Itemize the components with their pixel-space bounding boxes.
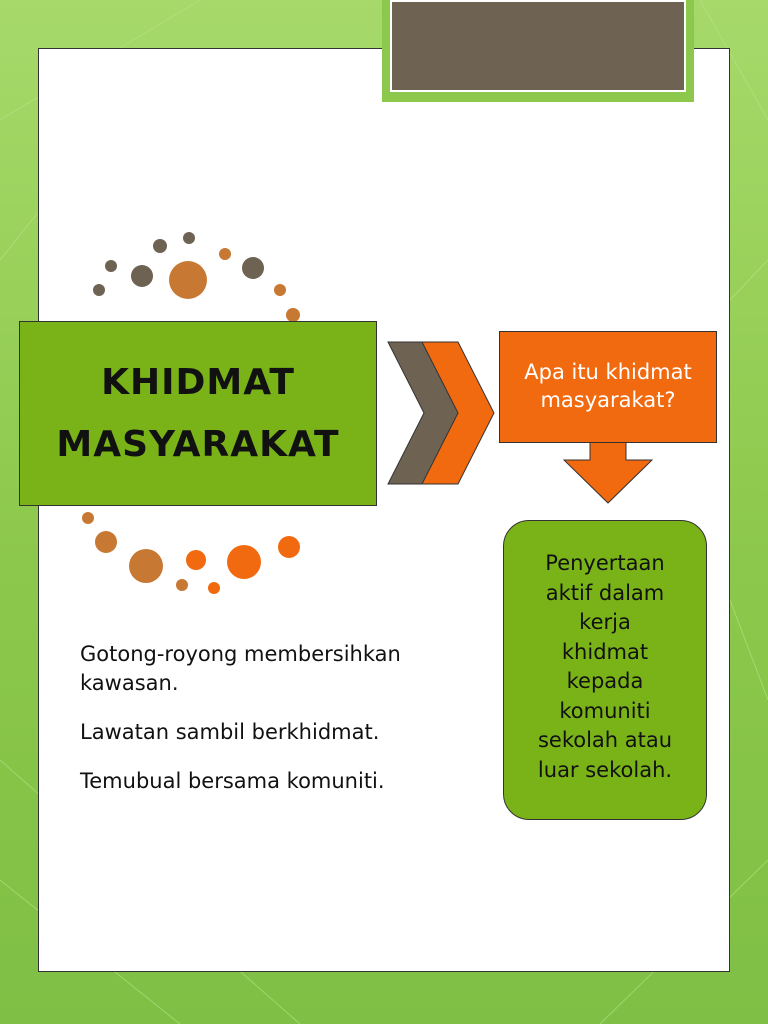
answer-line: kepada [566,669,644,693]
example-item: Lawatan sambil berkhidmat. [80,720,380,744]
answer-line: komuniti [559,698,651,723]
example-item: Gotong-royong membersihkan kawasan. [80,642,401,695]
question-line-2: masyarakat? [540,388,676,412]
answer-line: khidmat [561,639,649,664]
answer-line: luar sekolah. [537,757,673,782]
answer-line: sekolah atau [537,728,673,752]
answer-line: Penyertaan [545,551,665,575]
examples-list [80,640,480,816]
question-line-1: Apa itu khidmat [524,360,692,384]
example-item: Temubual bersama komuniti. [80,769,385,793]
title-line-1: KHIDMAT [101,361,295,403]
question-box [499,331,717,443]
slide-card [38,48,730,972]
answer-line: aktif dalam [545,580,665,605]
answer-box [503,520,707,820]
header-tab-panel [390,0,686,92]
title-line-2: MASYARAKAT [56,423,340,465]
answer-line: kerja [579,610,631,634]
title-box [19,321,377,506]
